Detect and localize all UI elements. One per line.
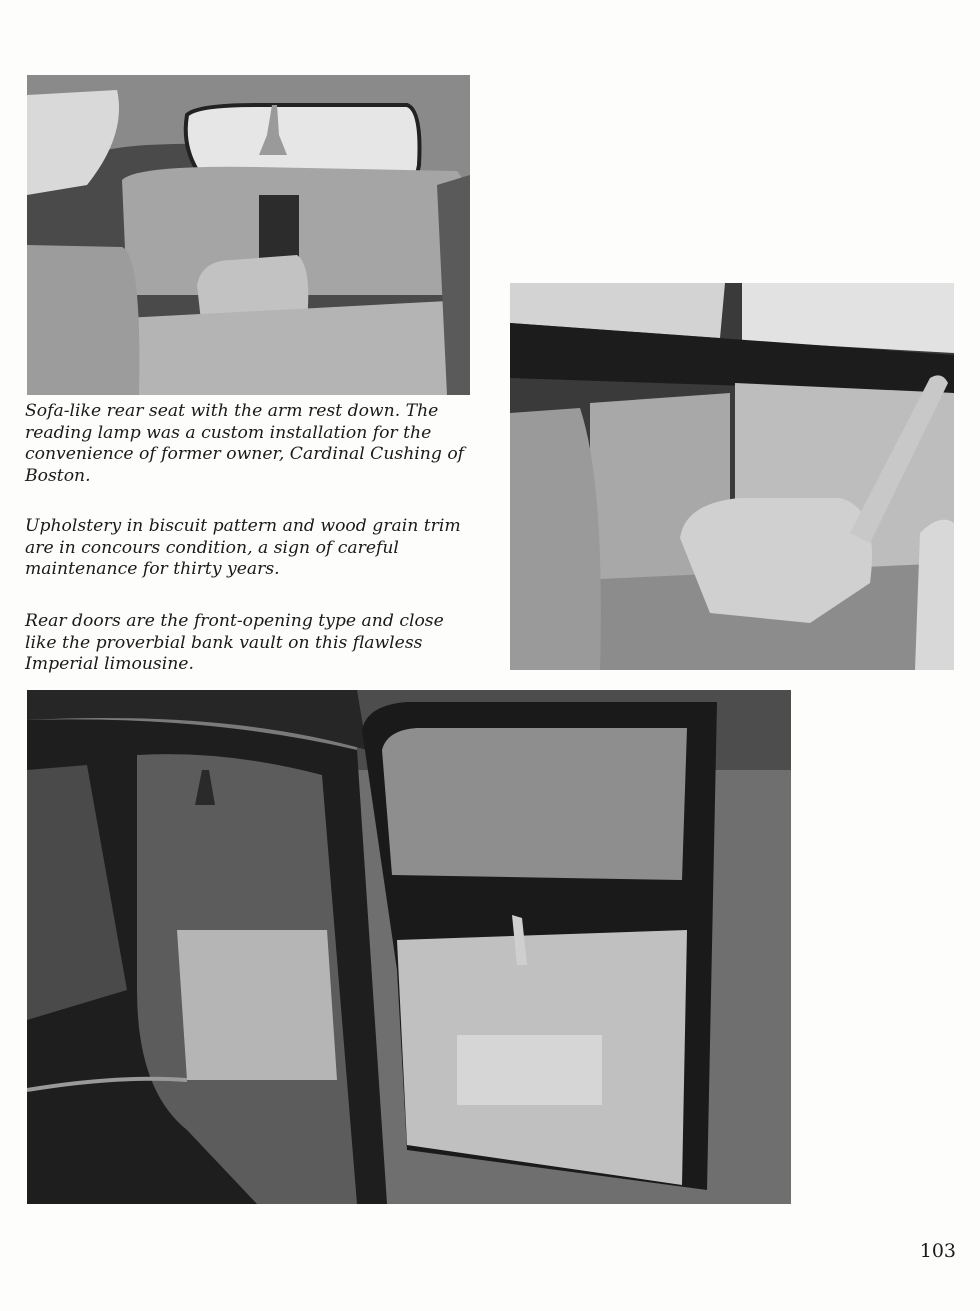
caption-rear-seat: Sofa-like rear seat with the arm rest down. The reading lamp was a custom installation for the convenience of former owner, Cardinal Cushing of Boston. xyxy=(25,401,465,486)
page-number: 103 xyxy=(919,1240,956,1262)
jump-seat-photo xyxy=(510,283,954,670)
caption-rear-doors: Rear doors are the front-opening type and close like the proverbial bank vault on this flawless Imperial limousine. xyxy=(25,611,444,674)
caption-upholstery: Upholstery in biscuit pattern and wood grain trim are in concours condition, a sign of careful maintenance for thirty years. xyxy=(25,516,461,579)
rear-seat-photo xyxy=(27,75,470,395)
open-door-photo xyxy=(27,690,791,1204)
